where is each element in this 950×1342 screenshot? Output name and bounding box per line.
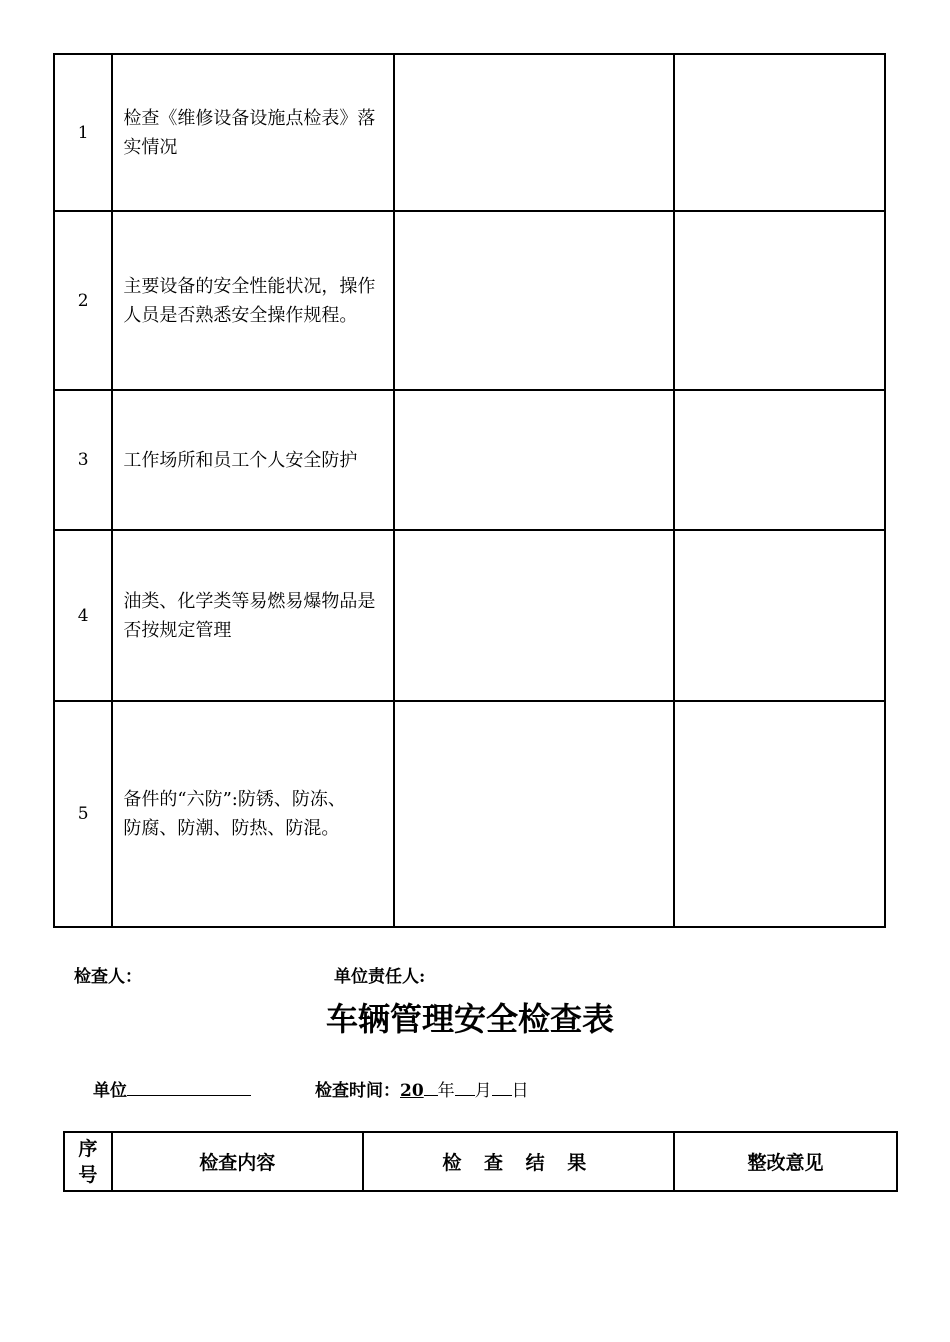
row-content	[112, 211, 394, 390]
row-result-cell[interactable]	[394, 211, 673, 390]
inspection-time-field	[315, 1076, 529, 1101]
row-opinion-cell[interactable]	[674, 390, 885, 530]
row-content-text: 备件的“六防”:防锈、防冻、防腐、防潮、防热、防混。	[123, 789, 346, 839]
row-content-text: 主要设备的安全性能状况，操作人员是否熟悉安全操作规程。	[123, 275, 376, 326]
year-blank[interactable]	[424, 1077, 438, 1096]
row-result-cell[interactable]	[394, 530, 673, 701]
row-content	[112, 54, 394, 211]
row-opinion-cell[interactable]	[674, 701, 885, 927]
table-row	[54, 211, 885, 390]
year-prefix: 20	[400, 1081, 424, 1101]
row-result-cell[interactable]	[394, 54, 673, 211]
row-content	[112, 701, 394, 927]
day-label: 日	[511, 1081, 529, 1101]
row-content-text: 工作场所和员工个人安全防护	[123, 449, 358, 471]
table-row	[54, 54, 885, 211]
header-number	[64, 1132, 112, 1191]
month-label: 月	[474, 1081, 492, 1101]
header-result: 检 查 结 果	[363, 1132, 674, 1191]
unit-input-line[interactable]	[127, 1077, 251, 1096]
responsible-person-label: 单位责任人:	[334, 967, 426, 987]
table-header-row	[64, 1132, 897, 1191]
inspection-time-label: 检查时间：	[315, 1081, 400, 1101]
header-content: 检查内容	[112, 1132, 363, 1191]
row-result-cell[interactable]	[394, 390, 673, 530]
form-title: 车辆管理安全检查表	[325, 1000, 614, 1038]
row-opinion-cell[interactable]	[674, 54, 885, 211]
month-blank[interactable]	[455, 1077, 475, 1096]
row-opinion-cell[interactable]	[674, 530, 885, 701]
row-content-text: 油类、化学类等易燃易爆物品是否按规定管理	[123, 590, 376, 641]
table-row	[54, 530, 885, 701]
row-content	[112, 530, 394, 701]
day-blank[interactable]	[492, 1077, 512, 1096]
vehicle-check-header-table	[63, 1131, 898, 1192]
row-result-cell[interactable]	[394, 701, 673, 927]
row-content-text: 检查《维修设备设施点检表》落实情况	[123, 107, 376, 158]
header-number-text: 序号	[78, 1137, 98, 1186]
inspector-label: 检查人：	[74, 967, 142, 987]
row-number: 3	[54, 390, 112, 530]
row-opinion-cell[interactable]	[674, 211, 885, 390]
inspection-table	[53, 53, 886, 928]
row-number: 2	[54, 211, 112, 390]
row-number: 1	[54, 54, 112, 211]
table-row	[54, 701, 885, 927]
unit-field	[93, 1076, 251, 1101]
header-opinion: 整改意见	[674, 1132, 897, 1191]
table-row	[54, 390, 885, 530]
row-number: 4	[54, 530, 112, 701]
row-content	[112, 390, 394, 530]
unit-label: 单位	[93, 1081, 127, 1101]
year-label: 年	[437, 1081, 455, 1101]
row-number: 5	[54, 701, 112, 927]
